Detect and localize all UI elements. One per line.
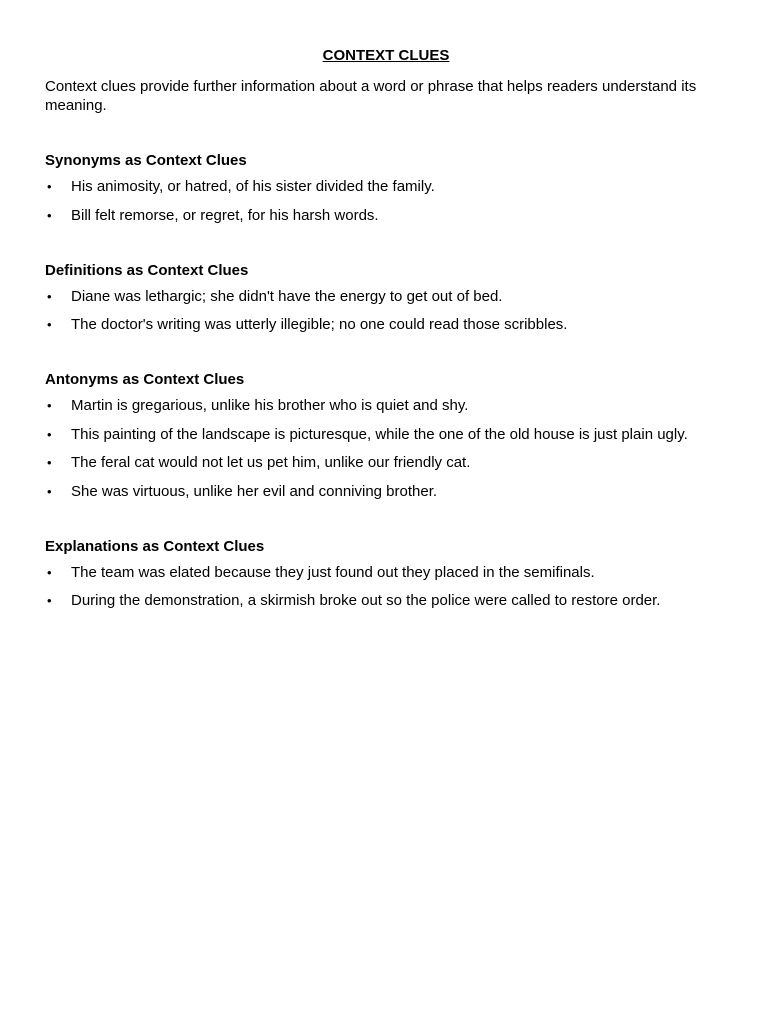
list-item-text: Martin is gregarious, unlike his brother who is quiet and shy.: [71, 397, 469, 414]
bullet-list: [45, 177, 725, 225]
bullet-glyph: •: [47, 207, 52, 223]
bullet-glyph: •: [47, 398, 52, 413]
section-heading: Definitions as Context Clues: [45, 261, 249, 279]
list-item: [45, 206, 725, 225]
bullet-glyph: •: [47, 483, 52, 499]
list-item-text: The doctor's writing was utterly illegible; no one could read those scribbles.: [71, 316, 568, 333]
list-item: [45, 177, 725, 196]
list-item-text: The feral cat would not let us pet him, unlike our friendly cat.: [71, 454, 471, 471]
list-item-text: The team was elated because they just found out they placed in the semifinals.: [71, 563, 595, 581]
bullet-glyph: •: [47, 564, 52, 580]
bullet-glyph: •: [47, 426, 52, 442]
list-item-text: Bill felt remorse, or regret, for his harsh words.: [71, 206, 379, 224]
bullet-glyph: •: [47, 455, 52, 470]
list-item: [45, 482, 725, 501]
intro-paragraph: Context clues provide further information about a word or phrase that helps readers understand its meaning.: [45, 78, 697, 114]
list-item: [45, 396, 725, 415]
bullet-list: [45, 287, 725, 335]
list-item-text: During the demonstration, a skirmish broke out so the police were called to restore order.: [71, 592, 661, 609]
section-definitions: [45, 261, 725, 335]
list-item-text: This painting of the landscape is picturesque, while the one of the old house is just plain ugly.: [71, 425, 688, 443]
document-title: CONTEXT CLUES: [322, 47, 450, 64]
document-page: [45, 46, 725, 646]
bullet-list: [45, 396, 725, 501]
bullet-glyph: •: [47, 593, 52, 608]
section-antonyms: [45, 370, 725, 501]
section-heading: Explanations as Context Clues: [45, 537, 265, 555]
bullet-glyph: •: [47, 179, 52, 194]
section-heading: Synonyms as Context Clues: [45, 152, 247, 169]
list-item: [45, 287, 725, 306]
list-item: [45, 591, 725, 610]
list-item-text: His animosity, or hatred, of his sister divided the family.: [71, 178, 435, 195]
section-synonyms: [45, 151, 725, 225]
list-item-text: Diane was lethargic; she didn't have the energy to get out of bed.: [71, 287, 503, 305]
section-explanations: [45, 537, 725, 611]
list-item: [45, 563, 725, 582]
list-item-text: She was virtuous, unlike her evil and conniving brother.: [71, 482, 438, 500]
section-heading: Antonyms as Context Clues: [45, 371, 245, 388]
list-item: [45, 453, 725, 472]
bullet-list: [45, 563, 725, 611]
list-item: [45, 425, 725, 444]
bullet-glyph: •: [47, 317, 52, 332]
bullet-glyph: •: [47, 288, 52, 304]
list-item: [45, 315, 725, 334]
